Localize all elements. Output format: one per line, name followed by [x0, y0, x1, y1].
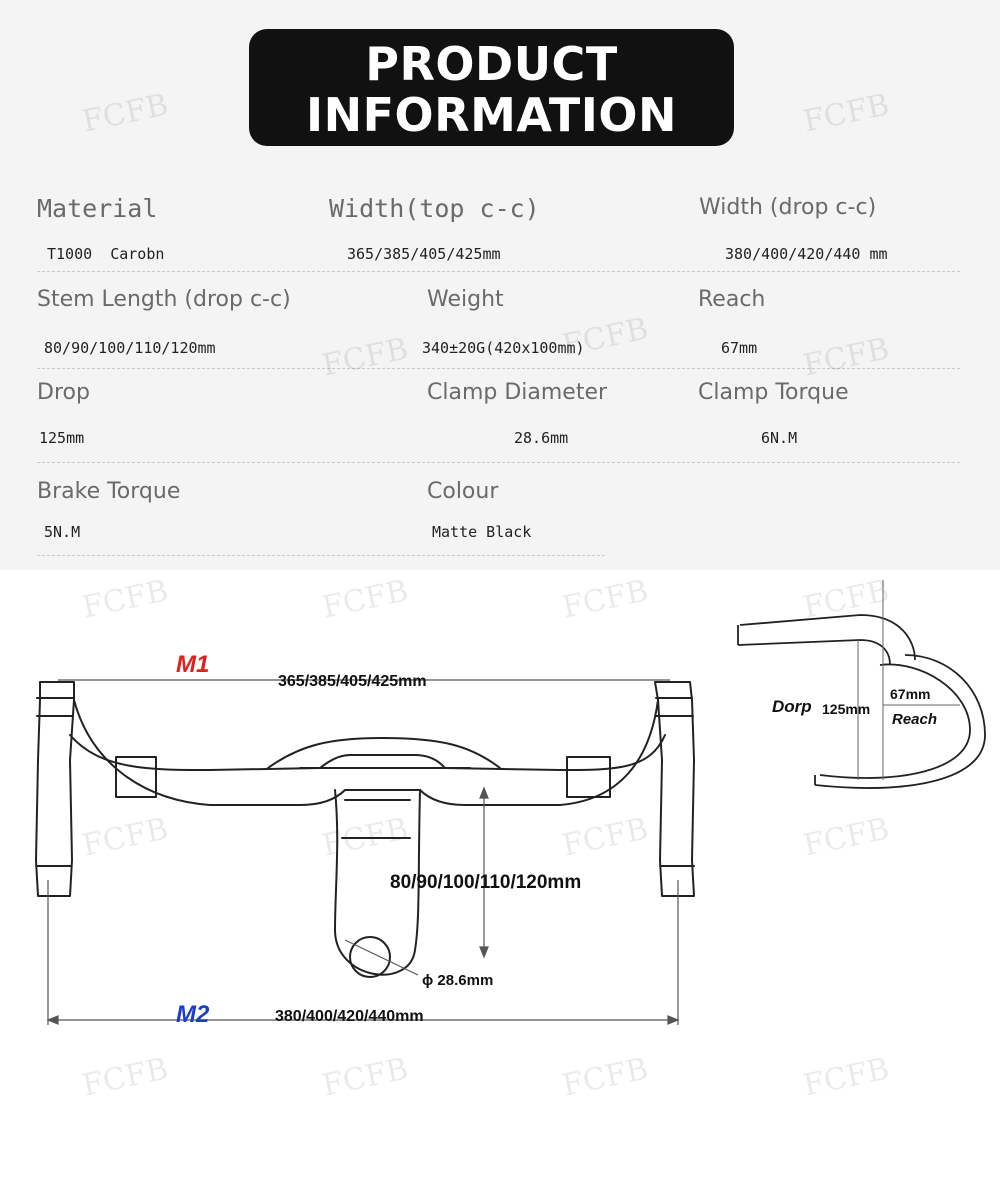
drop-value: 125mm — [39, 429, 85, 447]
watermark: FCFB — [559, 311, 652, 364]
clamp-callout: ϕ 28.6mm — [422, 972, 494, 989]
watermark: FCFB — [800, 331, 893, 384]
side-profile-outline — [740, 615, 915, 660]
reach-value: 67mm — [721, 339, 758, 357]
watermark: FCFB — [319, 573, 412, 626]
stem-length-value: 80/90/100/110/120mm — [44, 339, 216, 357]
watermark: FCFB — [79, 573, 172, 626]
watermark: FCFB — [319, 331, 412, 384]
watermark: FCFB — [800, 811, 893, 864]
drop-callout-label: Dorp — [772, 697, 812, 716]
width-top-value: 365/385/405/425mm — [347, 245, 501, 263]
drop-label: Drop — [37, 380, 90, 405]
colour-label: Colour — [427, 479, 499, 504]
watermark: FCFB — [800, 573, 893, 626]
header-banner — [249, 29, 734, 146]
reach-callout-label: Reach — [892, 711, 938, 728]
watermark: FCFB — [800, 87, 893, 140]
right-drop-outline — [655, 682, 694, 896]
watermark: FCFB — [559, 811, 652, 864]
m1-value: 365/385/405/425mm — [278, 673, 427, 690]
row-divider — [37, 555, 605, 556]
clamp-torque-label: Clamp Torque — [698, 380, 849, 405]
width-drop-label: Width (drop c-c) — [699, 195, 877, 220]
drop-callout-value: 125mm — [822, 701, 871, 717]
watermark: FCFB — [79, 811, 172, 864]
stem-length-callout: 80/90/100/110/120mm — [390, 872, 582, 893]
m2-value: 380/400/420/440mm — [275, 1008, 424, 1025]
clamp-diameter-value: 28.6mm — [514, 429, 569, 447]
brake-torque-label: Brake Torque — [37, 479, 181, 504]
reach-label: Reach — [698, 287, 766, 312]
watermark: FCFB — [800, 1051, 893, 1104]
row-divider — [37, 462, 960, 463]
header-title-line2: INFORMATION — [306, 88, 677, 142]
stem-length-label: Stem Length (drop c-c) — [37, 287, 291, 312]
m1-label: M1 — [176, 651, 210, 678]
row-divider — [37, 271, 960, 272]
top-bar-outline — [74, 700, 658, 805]
handlebar-diagram — [0, 570, 1000, 1200]
brake-torque-value: 5N.M — [44, 523, 81, 541]
clamp-diameter-label: Clamp Diameter — [427, 380, 608, 405]
width-drop-value: 380/400/420/440 mm — [725, 245, 888, 263]
clamp-torque-value: 6N.M — [761, 429, 798, 447]
reach-callout-value: 67mm — [890, 686, 931, 702]
colour-value: Matte Black — [432, 523, 532, 541]
left-drop-outline — [36, 682, 74, 896]
watermark: FCFB — [79, 87, 172, 140]
watermark: FCFB — [559, 573, 652, 626]
weight-value: 340±20G(420x100mm) — [422, 339, 585, 357]
watermark: FCFB — [79, 1051, 172, 1104]
width-top-label: Width(top c-c) — [329, 194, 540, 223]
watermark: FCFB — [319, 811, 412, 864]
watermark: FCFB — [319, 1051, 412, 1104]
m2-label: M2 — [176, 1001, 210, 1028]
header-title-line1: PRODUCT — [365, 37, 618, 91]
weight-label: Weight — [427, 287, 504, 312]
material-value: T1000 Carobn — [47, 245, 165, 263]
material-label: Material — [37, 194, 158, 223]
watermark: FCFB — [559, 1051, 652, 1104]
